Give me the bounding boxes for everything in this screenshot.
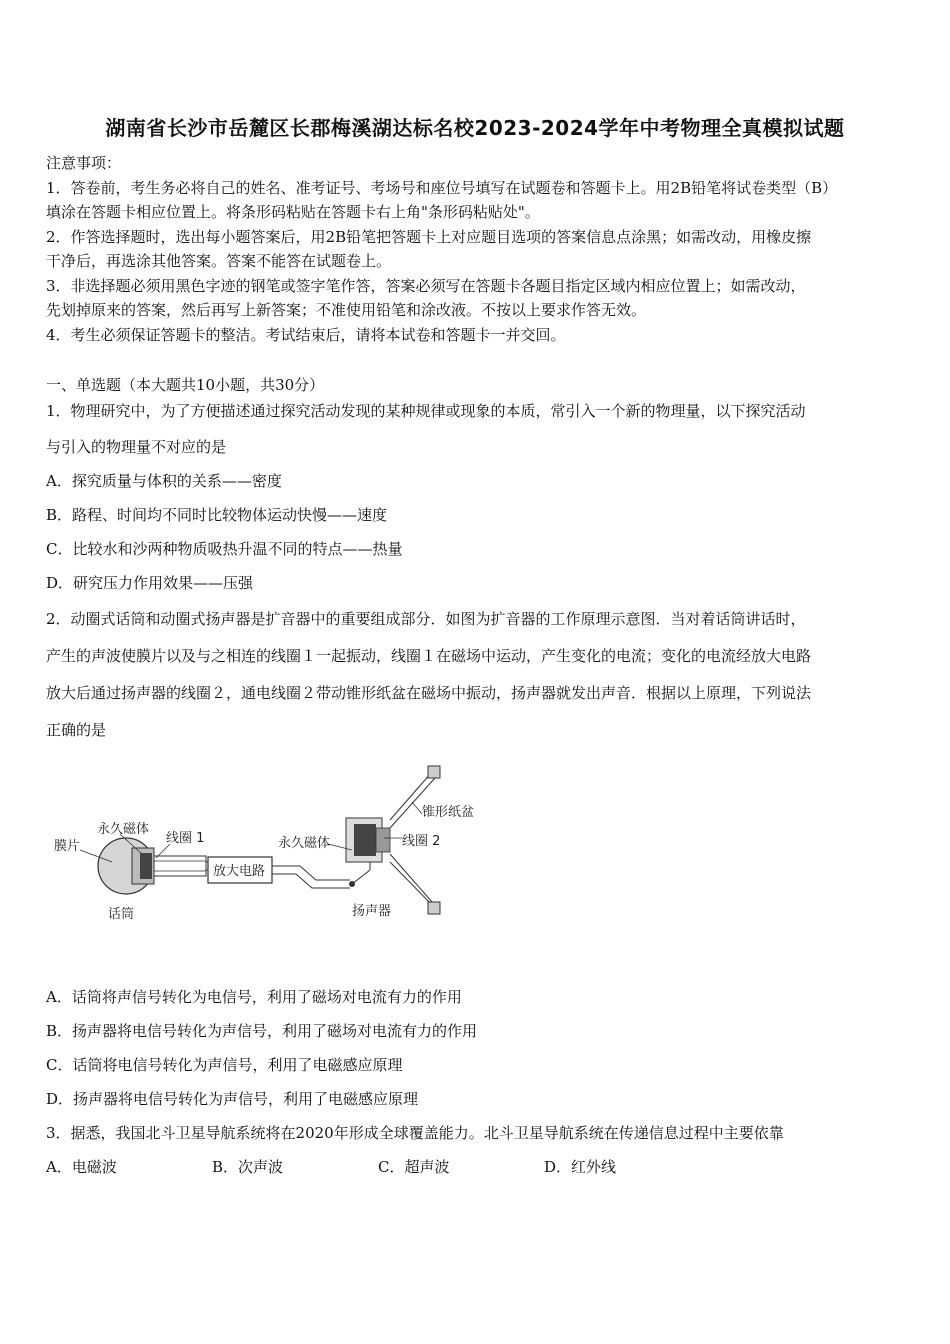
q1-option-d: D．研究压力作用效果——压强 xyxy=(46,574,254,592)
label-magnet-left: 永久磁体 xyxy=(97,822,150,837)
q3-option-d: D．红外线 xyxy=(544,1158,617,1176)
q3-option-c: C．超声波 xyxy=(378,1158,450,1176)
label-mic: 话筒 xyxy=(108,907,135,922)
q1-stem: 1．物理研究中，为了方便描述通过探究活动发现的某种规律或现象的本质，常引入一个新的物理量，以下探究活动 xyxy=(46,402,806,420)
q2-option-c: C．话筒将电信号转化为声信号，利用了电磁感应原理 xyxy=(46,1056,403,1074)
section-heading: 一、单选题（本大题共10小题，共30分） xyxy=(46,376,325,394)
q3-stem: 3．据悉，我国北斗卫星导航系统将在2020年形成全球覆盖能力。北斗卫星导航系统在传递信息过程中主要依靠 xyxy=(46,1124,784,1142)
q1-stem: 与引入的物理量不对应的是 xyxy=(46,438,227,456)
q2-stem: 产生的声波使膜片以及与之相连的线圈１一起振动，线圈１在磁场中运动，产生变化的电流；变化的电流经放大电路 xyxy=(46,647,812,665)
q2-option-b: B．扬声器将电信号转化为声信号，利用了磁场对电流有力的作用 xyxy=(46,1022,478,1040)
exam-title: 湖南省长沙市岳麓区长郡梅溪湖达标名校2023-2024学年中考物理全真模拟试题 xyxy=(105,116,845,140)
q3-option-b: B．次声波 xyxy=(212,1158,284,1176)
q1-option-c: C．比较水和沙两种物质吸热升温不同的特点——热量 xyxy=(46,540,403,558)
notice-line: 干净后，再选涂其他答案。答案不能答在试题卷上。 xyxy=(46,252,392,270)
label-diaphragm: 膜片 xyxy=(54,839,81,854)
microphone-figure xyxy=(98,838,206,894)
notice-line: 填涂在答题卡相应位置上。将条形码粘贴在答题卡右上角"条形码粘贴处"。 xyxy=(46,203,540,221)
label-amplifier: 放大电路 xyxy=(213,864,266,879)
notice-line: 1．答卷前，考生务必将自己的姓名、准考证号、考场号和座位号填写在试题卷和答题卡上。用2B铅笔将试卷类型（B） xyxy=(46,179,838,197)
label-cone: 锥形纸盆 xyxy=(422,805,475,820)
label-magnet-right: 永久磁体 xyxy=(278,836,331,851)
q2-stem: 放大后通过扬声器的线圈２，通电线圈２带动锥形纸盆在磁场中振动，扬声器就发出声音．根据以上原理，下列说法 xyxy=(46,684,812,702)
notice-heading: 注意事项： xyxy=(46,154,122,172)
notice-line: 4．考生必须保证答题卡的整洁。考试结束后，请将本试卷和答题卡一并交回。 xyxy=(46,326,566,344)
q2-option-d: D．扬声器将电信号转化为声信号，利用了电磁感应原理 xyxy=(46,1090,419,1108)
notice-line: 2．作答选择题时，选出每小题答案后，用2B铅笔把答题卡上对应题目选项的答案信息点涂黑；如需改动，用橡皮擦 xyxy=(46,228,812,246)
q2-option-a: A．话筒将声信号转化为电信号，利用了磁场对电流有力的作用 xyxy=(46,988,462,1006)
q3-option-a: A．电磁波 xyxy=(46,1158,117,1176)
q1-option-b: B．路程、时间均不同时比较物体运动快慢——速度 xyxy=(46,506,388,524)
q1-option-a: A．探究质量与体积的关系——密度 xyxy=(46,472,282,490)
q2-stem: 2．动圈式话筒和动圈式扬声器是扩音器中的重要组成部分．如图为扩音器的工作原理示意图．当对着话筒讲话时， xyxy=(46,610,806,628)
q2-stem: 正确的是 xyxy=(46,721,107,739)
notice-line: 先划掉原来的答案，然后再写上新答案；不准使用铅笔和涂改液。不按以上要求作答无效。 xyxy=(46,301,647,319)
label-speaker: 扬声器 xyxy=(352,904,392,919)
label-coil1: 线圈 1 xyxy=(166,831,205,846)
label-coil2: 线圈 2 xyxy=(402,834,441,849)
amplifier-diagram xyxy=(40,758,500,928)
notice-line: 3．非选择题必须用黑色字迹的钢笔或签字笔作答，答案必须写在答题卡各题目指定区域内相应位置上；如需改动， xyxy=(46,277,806,295)
